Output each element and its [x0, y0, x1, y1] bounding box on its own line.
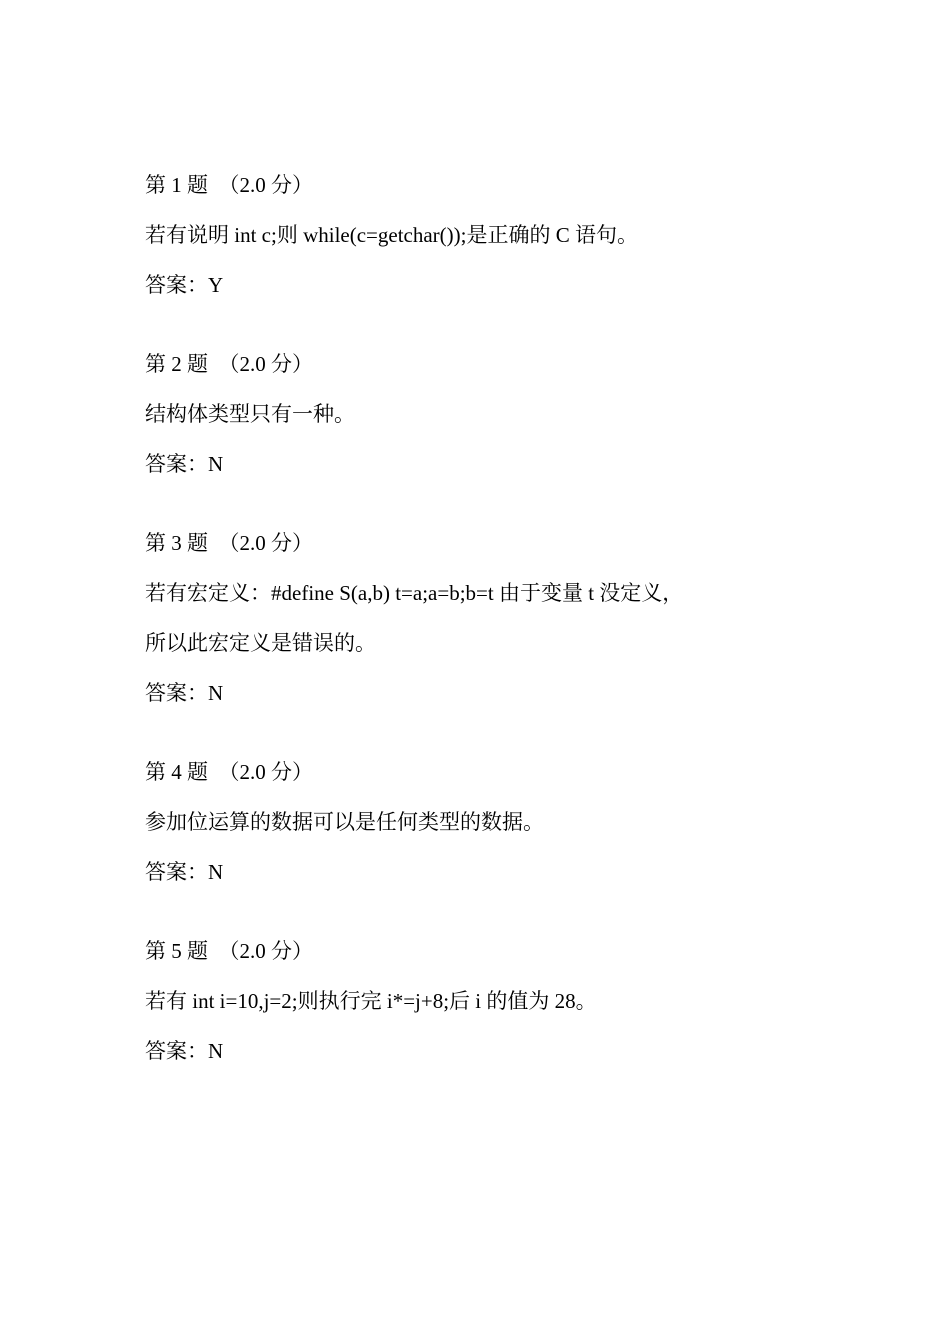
- question-text: 若有宏定义：#define S(a,b) t=a;a=b;b=t 由于变量 t 没定义，: [145, 581, 684, 605]
- question-header: [145, 757, 845, 787]
- answer: 答案：Y: [145, 273, 224, 297]
- answer: 答案：N: [145, 452, 224, 476]
- question-2: [145, 349, 845, 479]
- question-text: 若有 int i=10,j=2;则执行完 i*=j+8;后 i 的值为 28。: [145, 989, 597, 1013]
- question-text: 结构体类型只有一种。: [145, 402, 355, 426]
- question-header: [145, 936, 845, 966]
- question-header-text: 第 5 题 （2.0 分）: [145, 939, 313, 963]
- answer: 答案：N: [145, 1039, 224, 1063]
- question-header: [145, 170, 845, 200]
- answer: 答案：N: [145, 860, 224, 884]
- question-1: [145, 170, 845, 300]
- question-4: [145, 757, 845, 887]
- question-text-continued: 所以此宏定义是错误的。: [145, 631, 376, 655]
- question-header: [145, 528, 845, 558]
- question-text: 参加位运算的数据可以是任何类型的数据。: [145, 810, 544, 834]
- question-header-text: 第 4 题 （2.0 分）: [145, 760, 313, 784]
- question-5: [145, 936, 845, 1066]
- question-header-text: 第 2 题 （2.0 分）: [145, 352, 313, 376]
- answer: 答案：N: [145, 681, 224, 705]
- question-header-text: 第 3 题 （2.0 分）: [145, 531, 313, 555]
- document-page: [145, 170, 845, 1086]
- question-text: 若有说明 int c;则 while(c=getchar());是正确的 C 语句。: [145, 223, 638, 247]
- question-3: [145, 528, 845, 708]
- question-header: [145, 349, 845, 379]
- question-header-text: 第 1 题 （2.0 分）: [145, 173, 313, 197]
